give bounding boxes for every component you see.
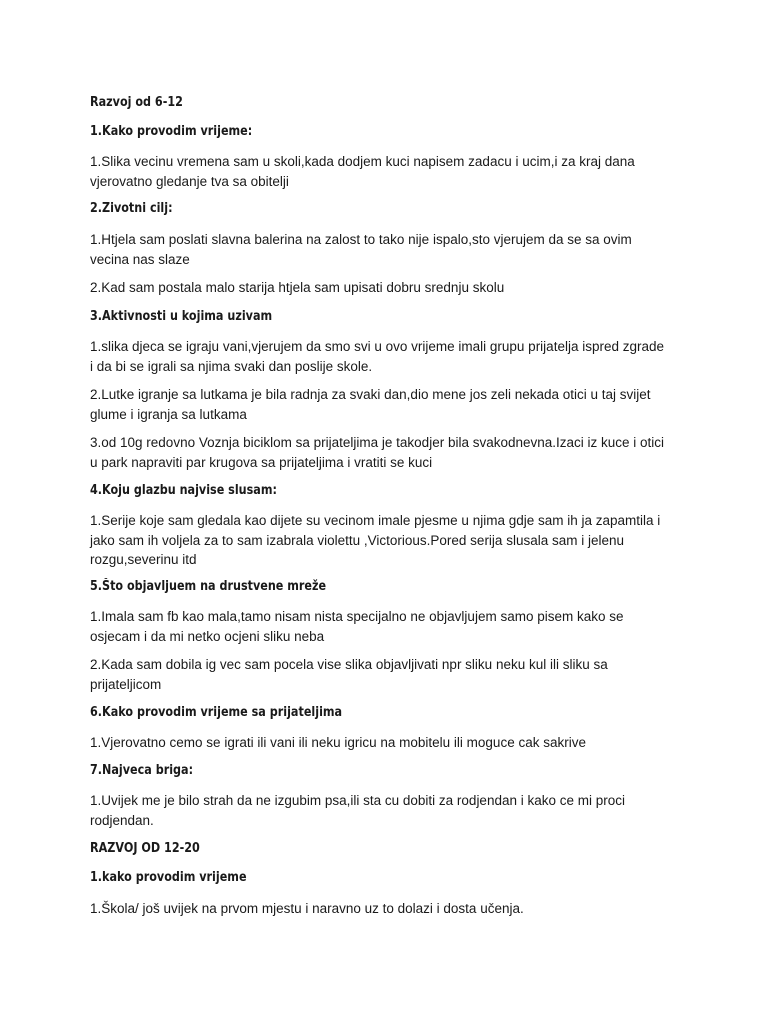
paragraph [90, 433, 685, 472]
section-heading: RAZVOJ OD 12-20 [90, 841, 200, 856]
paragraph-line: 1.Uvijek me je bilo strah da ne izgubim psa,ili sta cu dobiti za rodjendan i kako ce mi proci [90, 793, 626, 808]
question-heading: 4.Koju glazbu najvise slusam: [90, 483, 277, 498]
paragraph [90, 152, 685, 191]
paragraph-line: 1.Imala sam fb kao mala,tamo nisam nista specijalno ne objavljujem samo pisem kako se [90, 609, 624, 624]
question-heading: 1.kako provodim vrijeme [90, 870, 247, 885]
paragraph-line: 1.Serije koje sam gledala kao dijete su vecinom imale pjesme u njima gdje sam ih ja zapamtila i [90, 513, 661, 528]
paragraph [90, 230, 685, 269]
paragraph-line: 1.slika djeca se igraju vani,vjerujem da smo svi u ovo vrijeme imali grupu prijatelja ispred zgrade [90, 339, 665, 354]
paragraph-line: glume i igranja sa lutkama [90, 406, 247, 422]
paragraph [90, 607, 685, 646]
paragraph-line: vjerovatno gledanje tva sa obitelji [90, 173, 289, 189]
question-heading: 6.Kako provodim vrijeme sa prijateljima [90, 705, 343, 720]
paragraph [90, 278, 685, 298]
paragraph-line: rozgu,severinu itd [90, 552, 197, 567]
paragraph-line: 1.Škola/ još uvijek na prvom mjestu i naravno uz to dolazi i dosta učenja. [90, 901, 524, 916]
paragraph-line: rodjendan. [90, 812, 154, 828]
paragraph [90, 791, 685, 830]
paragraph [90, 655, 685, 694]
paragraph [90, 385, 685, 424]
question-heading: 1.Kako provodim vrijeme: [90, 124, 253, 139]
paragraph-line: u park napraviti par krugova sa prijateljima i vratiti se kuci [90, 454, 433, 470]
paragraph-line: 1.Htjela sam poslati slavna balerina na zalost to tako nije ispalo,sto vjerujem da se sa ovim [90, 232, 632, 247]
question-heading: 2.Zivotni cilj: [90, 201, 173, 216]
paragraph-line: 1.Vjerovatno cemo se igrati ili vani ili neku igricu na mobitelu ili moguce cak sakrive [90, 735, 586, 750]
paragraph-line: 2.Kad sam postala malo starija htjela sam upisati dobru srednju skolu [90, 280, 505, 295]
paragraph-line: 1.Slika vecinu vremena sam u skoli,kada dodjem kuci napisem zadacu i ucim,i za kraj dana [90, 154, 635, 169]
paragraph-line: 2.Kada sam dobila ig vec sam pocela vise slika objavljivati npr sliku neku kul ili sliku sa [90, 657, 608, 672]
paragraph-line: i da bi se igrali sa njima svaki dan poslije skole. [90, 358, 373, 374]
paragraph-line: jako sam ih voljela za to sam izabrala violettu ,Victorious.Pored serija slusala sam i jelenu [90, 532, 625, 548]
question-heading: 7.Najveca briga: [90, 763, 194, 778]
paragraph-line: vecina nas slaze [90, 251, 190, 267]
question-heading: 5.Što objavljuem na drustvene mreže [90, 579, 327, 594]
section-heading: Razvoj od 6-12 [90, 95, 183, 110]
paragraph [90, 337, 685, 376]
question-heading: 3.Aktivnosti u kojima uzivam [90, 309, 273, 324]
paragraph [90, 511, 685, 570]
paragraph [90, 733, 685, 753]
paragraph-line: prijateljicom [90, 676, 162, 692]
paragraph-line: 2.Lutke igranje sa lutkama je bila radnja za svaki dan,dio mene jos zeli nekada otici u taj svijet [90, 387, 651, 402]
paragraph-line: osjecam i da mi netko ocjeni sliku neba [90, 628, 325, 644]
paragraph [90, 899, 685, 919]
paragraph-line: 3.od 10g redovno Voznja biciklom sa prijateljima je takodjer bila svakodnevna.Izaci iz kuce i otici [90, 435, 665, 450]
